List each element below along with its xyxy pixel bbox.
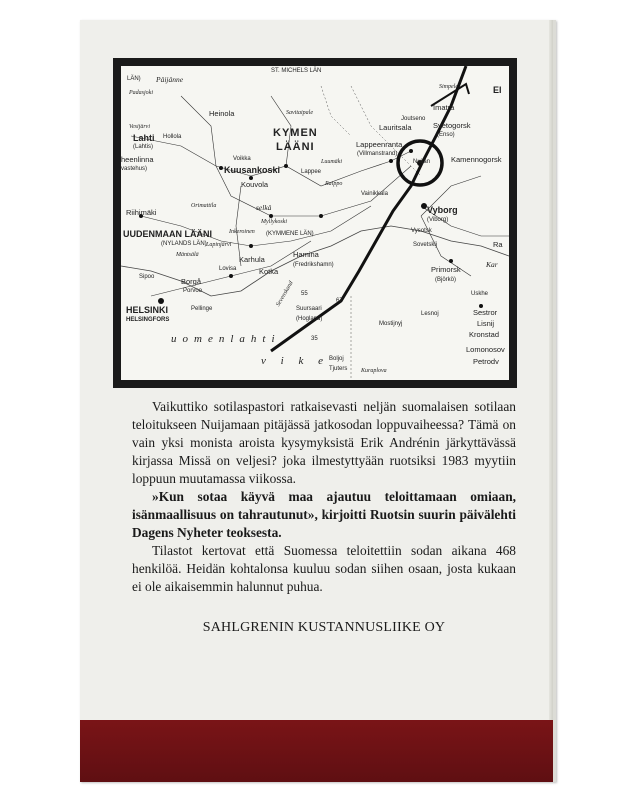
map-label-lesnoj: Lesnoj	[421, 311, 439, 317]
map-label-mostijnyj: Mostijnyj	[379, 321, 403, 327]
map-label-laani: LÄÄNI	[276, 141, 315, 153]
map-label-boljoj: Boljoj	[329, 356, 344, 362]
map-label-vyborg: Vyborg	[427, 205, 458, 215]
map-label-vainikkala: Vainikkala	[361, 191, 388, 197]
map-label-inkeroinen: Inkeroinen	[229, 229, 255, 235]
blurb-paragraph-3: Tilastot kertovat että Suomessa teloitettiin sodan aikana 468 henkilöä. Heidän kohtalonsa kuuluu sodan siihen osaan, josta kukaan ei ole aikaisemmin halunnut puhua.	[132, 543, 516, 594]
map-label-sevastsand: Sevenskand	[275, 280, 295, 308]
map-label-lan: LÄN)	[127, 76, 141, 82]
map-label-savitaipale: Savitaipale	[286, 110, 313, 116]
map-label-hollola: Hollola	[163, 134, 182, 140]
map-label-imatra: Imatra	[433, 103, 455, 112]
map	[121, 66, 509, 380]
map-label-kuusankoski: Kuusankoski	[224, 165, 281, 175]
map-frame	[113, 58, 517, 388]
map-label-uudenmaan-laani: UUDENMAAN LÄÄNI	[123, 229, 212, 239]
map-label-kamennogorsk: Kamennogorsk	[451, 155, 502, 164]
map-label-porvoo: Porvoo	[183, 288, 203, 294]
map-label-sovetskij: Sovetskij	[413, 242, 438, 248]
map-label-lomonosov: Lomonosov	[466, 345, 505, 354]
map-label-svetogorsk: Svetogorsk	[433, 121, 471, 130]
map-label-lahtis: (Lahtis)	[133, 144, 154, 150]
blurb-paragraph-1: Vaikuttiko sotilaspastori ratkaisevasti neljän suomalaisen sotilaan teloitukseen Nuijamaan pitäjässä jatkosodan loppuvaiheessa? Tämä on vain yksi monista aroista kysymyksistä Erik Andrénin järkyttävässä kirjassa Missä on veljesi? joka ilmestyttyään ruotsiksi 1983 myytiin loppuun muutamassa viikossa.	[132, 399, 516, 486]
map-label-raippo: Raippo	[325, 181, 343, 187]
map-label-depth-35: 35	[311, 336, 318, 342]
map-label-kronstad: Kronstad	[469, 330, 500, 339]
map-label-pellinge: Pellinge	[191, 306, 213, 312]
map-label-luumaki: Luumäki	[321, 159, 342, 165]
map-label-orimattila: Orimattila	[191, 203, 217, 209]
map-label-lappee: Lappee	[301, 169, 322, 175]
map-label-voikka: Voikka	[233, 156, 251, 162]
map-label-villmanstrand: (Villmanstrand)	[357, 151, 398, 157]
map-label-kymen: KYMEN	[273, 127, 318, 139]
map-label-palsselka: selkä	[256, 203, 272, 212]
page-edge	[549, 20, 553, 782]
map-label-padasjoki: Padasjoki	[129, 90, 153, 96]
map-label-st-michels-lan: ST. MICHELS LÄN	[271, 68, 322, 74]
map-label-hamina: Hamina	[293, 250, 319, 259]
map-label-suursaari: Suursaari	[296, 306, 322, 312]
map-label-tjuters: Tjuters	[329, 366, 348, 372]
map-label-ra: Ra	[493, 240, 503, 249]
map-label-heinola: Heinola	[209, 109, 235, 118]
map-label-viborg: (Viborg)	[427, 217, 449, 223]
map-label-nuijamaa: Nuijan	[413, 159, 431, 165]
map-label-enso: (Enso)	[437, 132, 455, 138]
map-label-mantsala: Mäntsälä	[176, 252, 199, 258]
map-label-el: El	[493, 85, 502, 95]
map-label-lovisa: Lovisa	[219, 266, 237, 272]
map-label-vysotsk: Vysotsk	[411, 228, 432, 234]
map-label-borga: Borgå	[181, 277, 202, 286]
map-label-kymmene-lan: (KYMMENE LÄN)	[266, 231, 314, 237]
map-label-vesijarvi: Vesijärvi	[129, 124, 150, 130]
map-label-myllykoski: Myllykoski	[261, 219, 287, 225]
map-label-sipoo: Sipoo	[139, 274, 155, 280]
map-label-uskhe: Uskhe	[471, 291, 489, 297]
publisher-name: SAHLGRENIN KUSTANNUSLIIKE OY	[202, 620, 446, 635]
map-label-lisnij: Lisnij	[477, 319, 495, 328]
map-label-depth-55: 55	[301, 291, 308, 297]
map-label-kurgalovo: Kuraplova	[361, 368, 387, 374]
map-label-sestror: Sestror	[473, 308, 498, 317]
blurb	[132, 398, 516, 596]
map-label-petrodv: Petrodv	[473, 357, 499, 366]
map-label-kar: Kar	[486, 260, 498, 269]
map-label-riihimaki: Riihimäki	[126, 208, 157, 217]
map-label-hogland: (Hogland)	[296, 316, 323, 322]
map-label-vastehus: vastehus)	[121, 166, 148, 172]
map-label-karhula: Karhula	[239, 255, 265, 264]
map-label-lauritsala: Lauritsala	[379, 123, 412, 132]
map-label-lahti: Lahti	[133, 133, 155, 143]
map-label-sea-2: v i k e	[261, 355, 329, 367]
map-label-depth-67: 67	[336, 298, 343, 304]
map-label-paijanne: Päijänne	[156, 75, 184, 84]
map-label-simpele: Simpele	[439, 84, 458, 90]
map-label-helsinki: HELSINKI	[126, 305, 169, 315]
map-label-primorsk: Primorsk	[431, 265, 461, 274]
map-label-helsingfors: HELSINGFORS	[126, 317, 170, 323]
map-label-lappeenranta: Lappeenranta	[356, 140, 403, 149]
map-label-kotka: Kotka	[259, 267, 279, 276]
map-label-joutseno: Joutseno	[401, 116, 426, 122]
map-label-sea-1: uomenlahti	[171, 333, 281, 345]
map-label-bjorko: (Björkö)	[435, 277, 457, 283]
book-back-cover	[80, 20, 556, 782]
map-label-kouvola: Kouvola	[241, 180, 269, 189]
map-label-heenlinna: heenlinna	[121, 155, 154, 164]
map-label-nylands-lan: (NYLANDS LÄN)	[161, 241, 207, 247]
map-label-lapinjarvi: Lapinjärvi	[206, 242, 232, 248]
map-label-fredrikshamn: (Fredrikshamn)	[293, 262, 334, 268]
red-band	[80, 720, 553, 782]
blurb-quote: »Kun sotaa käyvä maa ajautuu teloittamaan omiaan, isänmaallisuus on tahrautunut», kirjoitti Ruotsin suurin päivälehti Dagens Nyheter teoksesta.	[132, 489, 516, 540]
